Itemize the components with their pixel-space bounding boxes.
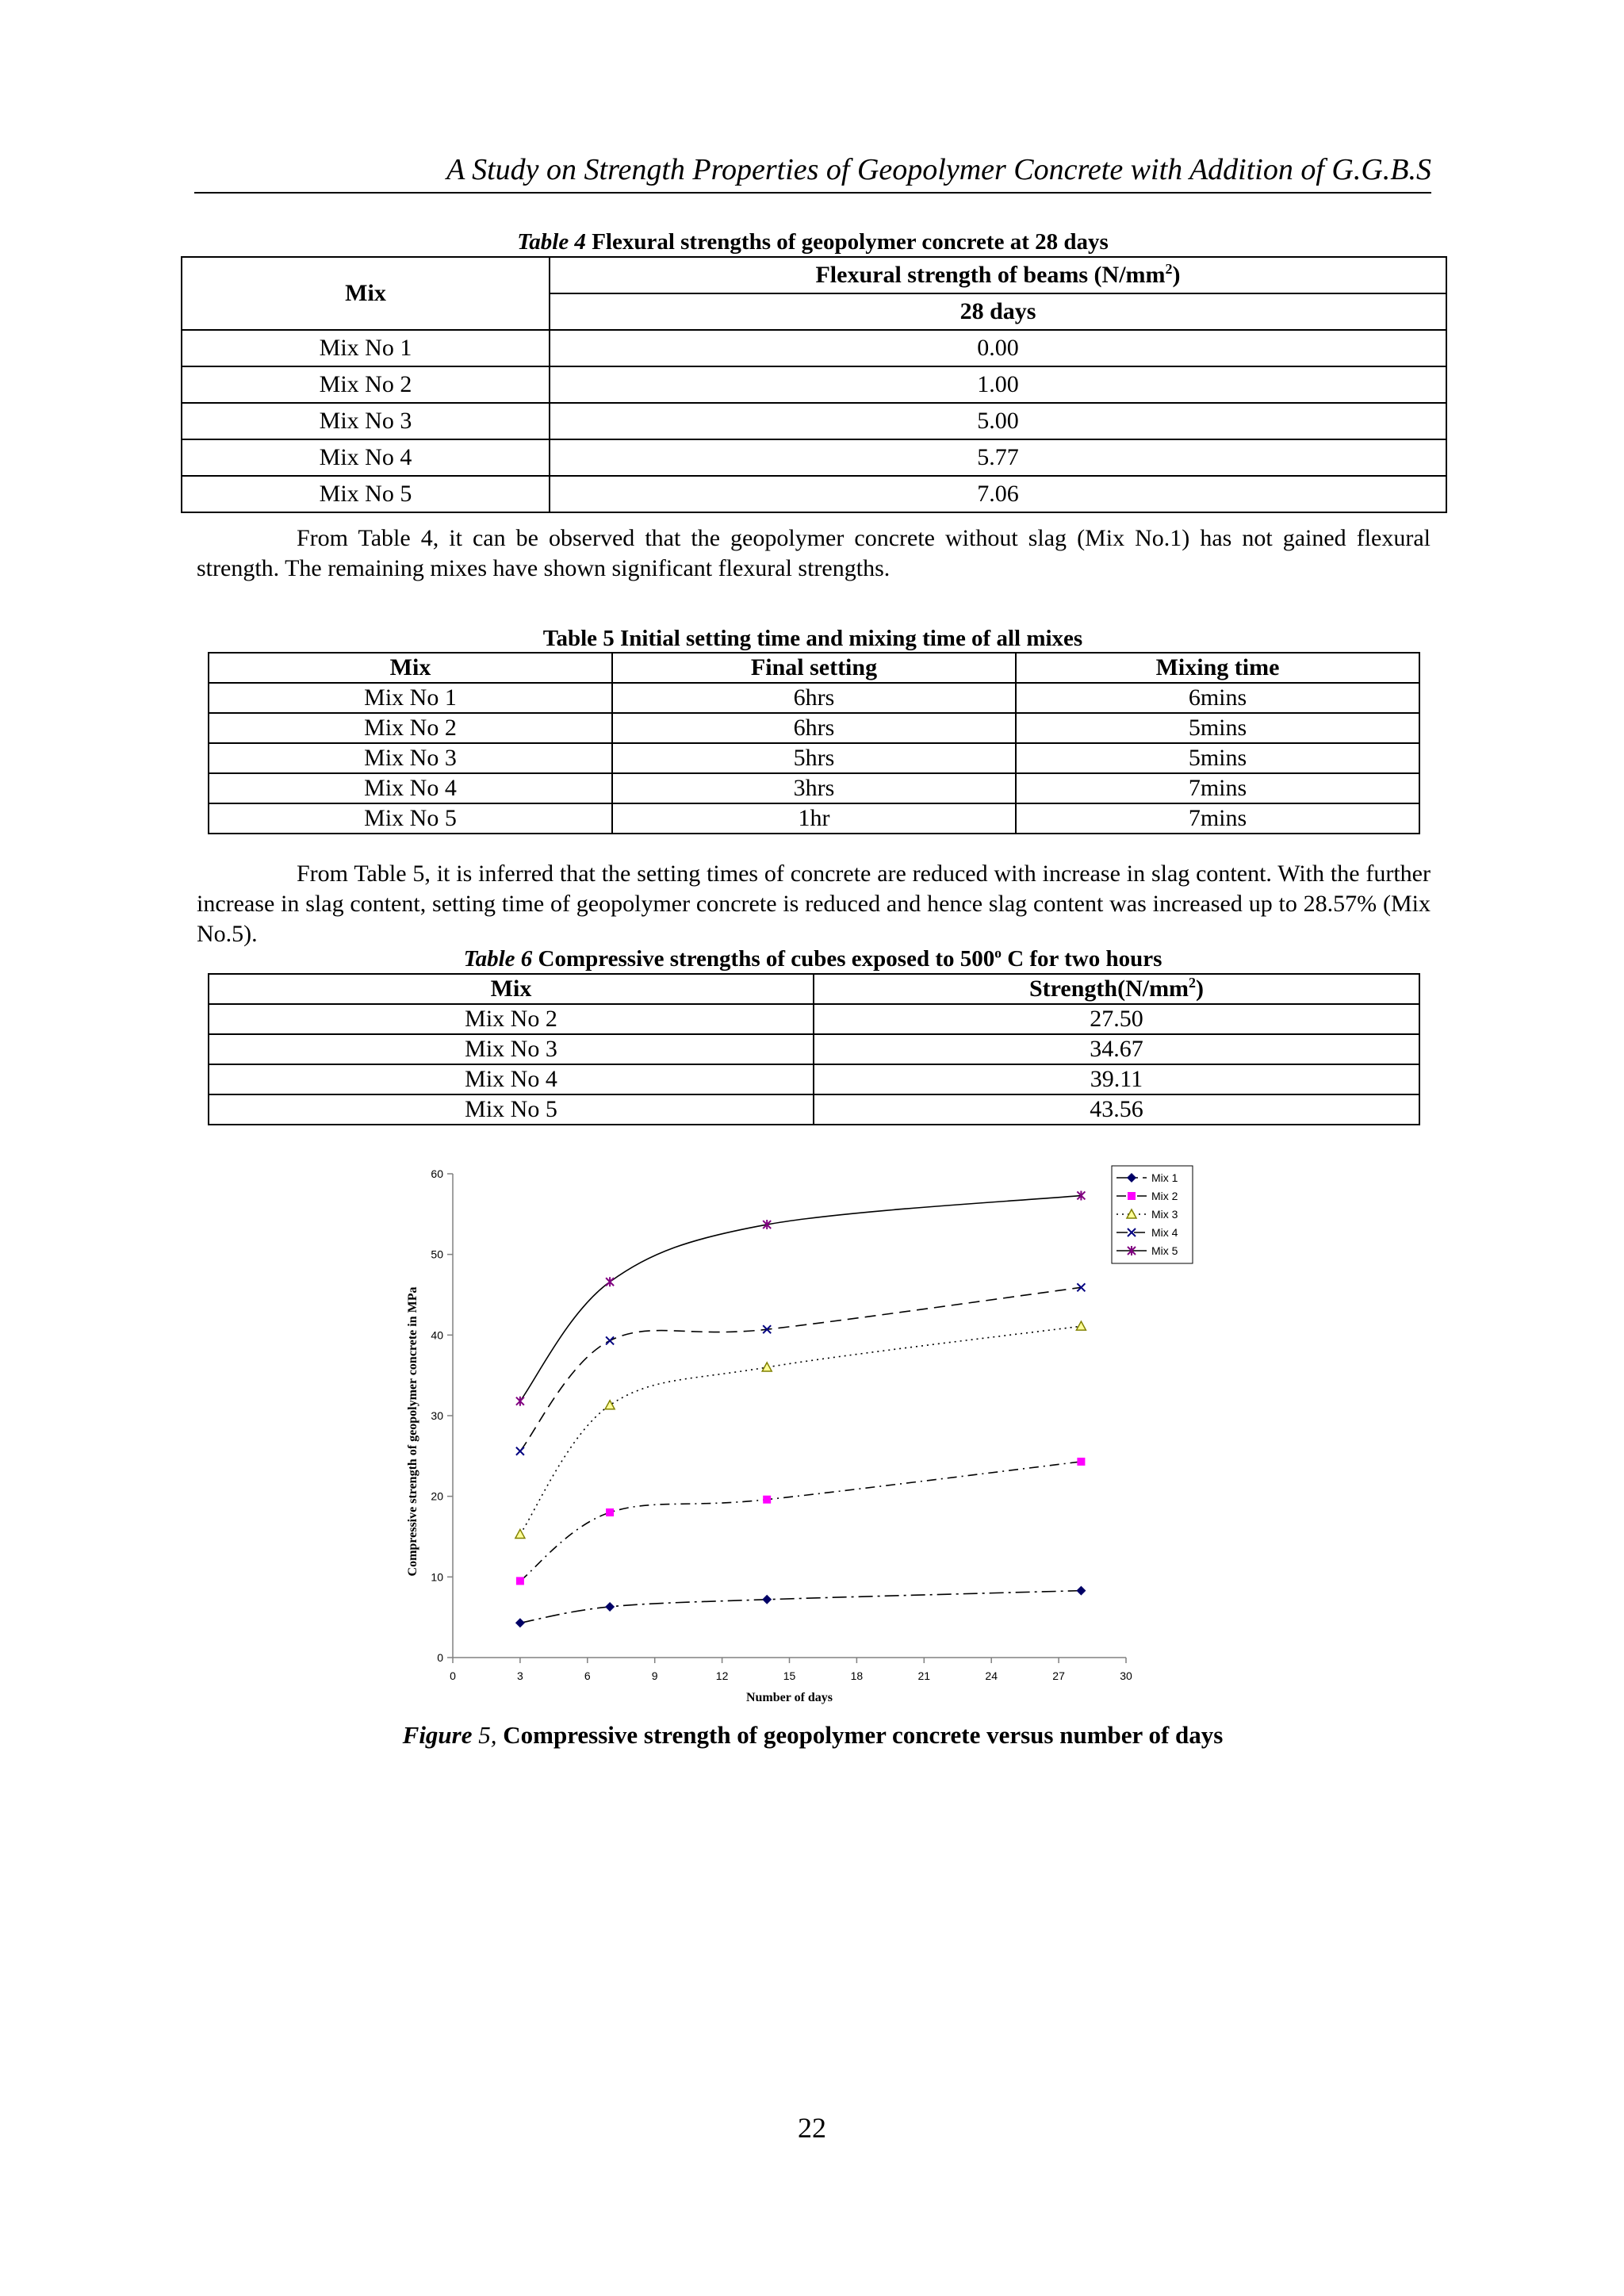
table5-header-final-setting: Final setting (612, 653, 1016, 683)
data-point-mix-2 (606, 1508, 614, 1516)
table4-header-group: Flexural strength of beams $(N/mm^2)$ (550, 257, 1446, 293)
table-row: Mix No 3 5hrs 5mins (209, 743, 1419, 773)
series-line-mix-3 (520, 1326, 1082, 1534)
table6-header-mix: Mix (209, 974, 814, 1004)
series-line-mix-4 (520, 1287, 1082, 1451)
series-line-mix-1 (520, 1591, 1082, 1623)
table-row: Mix No 4 39.11 (209, 1064, 1419, 1094)
data-point-mix-1 (762, 1595, 772, 1604)
paragraph-table5: From Table 5, it is inferred that the setting times of concrete are reduced with increase in slag content. With the further increase in slag content, setting time of geopolymer concrete is reduced and hence slag content was increased up to 28.57% (Mix No.5). (197, 861, 1431, 947)
data-point-mix-5 (516, 1397, 524, 1406)
legend-label-mix-2: Mix 2 (1151, 1190, 1178, 1202)
legend-label-mix-5: Mix 5 (1151, 1244, 1178, 1257)
data-point-mix-4 (606, 1336, 614, 1344)
x-tick-label: 12 (715, 1669, 729, 1682)
y-tick-label: 0 (437, 1651, 443, 1664)
series-line-mix-5 (520, 1195, 1082, 1401)
x-tick-label: 0 (450, 1669, 456, 1682)
legend-label-mix-4: Mix 4 (1151, 1226, 1178, 1239)
table-row: Mix No 2 1.00 (182, 366, 1446, 403)
x-tick-label: 15 (783, 1669, 796, 1682)
data-point-mix-2 (1077, 1458, 1085, 1466)
figure-caption: Figure 5, Compressive strength of geopolymer concrete versus number of days (402, 1721, 1224, 1749)
table-row: Mix No 5 43.56 (209, 1094, 1419, 1125)
table5-header-mixing-time: Mixing time (1016, 653, 1419, 683)
table6 (208, 973, 1420, 1125)
data-point-mix-3 (605, 1401, 615, 1409)
page-number: 22 (798, 2112, 826, 2144)
table5 (208, 652, 1420, 834)
table-row: Mix No 4 5.77 (182, 439, 1446, 476)
table-row: Mix No 1 0.00 (182, 330, 1446, 366)
compressive-strength-chart (400, 1154, 1193, 1709)
x-tick-label: 30 (1120, 1669, 1132, 1682)
running-header: A Study on Strength Properties of Geopolymer Concrete with Addition of G.G.B.S (446, 153, 1431, 186)
data-point-mix-5 (606, 1277, 614, 1286)
table4 (181, 256, 1447, 513)
table-row: Mix No 5 1hr 7mins (209, 803, 1419, 834)
table-row: Mix No 5 7.06 (182, 476, 1446, 512)
legend-marker-mix-2 (1128, 1192, 1136, 1200)
y-tick-label: 20 (431, 1489, 443, 1503)
table6-caption: Table 6 Compressive strengths of cubes exposed to 500$^o$ C for two hours (463, 945, 1162, 972)
header-rule (194, 192, 1431, 194)
table5-caption: Table 5 Initial setting time and mixing time of all mixes (542, 626, 1083, 651)
x-tick-label: 18 (850, 1669, 864, 1682)
legend-label-mix-3: Mix 3 (1151, 1208, 1178, 1221)
table5-header-mix: Mix (209, 653, 612, 683)
x-axis-label: Number of days (745, 1691, 833, 1704)
y-tick-label: 50 (431, 1248, 443, 1261)
table-row: Mix No 4 3hrs 7mins (209, 773, 1419, 803)
table4-caption (194, 228, 1431, 255)
data-point-mix-1 (1076, 1586, 1086, 1596)
table-row: Mix No 3 34.67 (209, 1034, 1419, 1064)
data-point-mix-3 (1076, 1321, 1086, 1330)
data-point-mix-3 (515, 1529, 525, 1538)
table-row: Mix No 1 6hrs 6mins (209, 683, 1419, 713)
table4-header-days: 28 days (550, 293, 1446, 330)
x-tick-label: 3 (517, 1669, 523, 1682)
data-point-mix-1 (605, 1602, 615, 1612)
table4-label: Table 4 (517, 229, 586, 255)
legend-label-mix-1: Mix 1 (1151, 1171, 1178, 1184)
paragraph-table4: From Table 4, it can be observed that the geopolymer concrete without slag (Mix No.1) has not gained flexural strength. The remaining mixes have shown significant flexural strengths. (197, 525, 1431, 581)
table6-header-strength: $Strength(N/mm^2)$ (814, 974, 1419, 1004)
data-point-mix-1 (515, 1618, 525, 1627)
table4-title: Flexural strengths of geopolymer concrete at 28 days (585, 229, 1109, 255)
x-tick-label: 24 (985, 1669, 998, 1682)
x-tick-label: 27 (1052, 1669, 1065, 1682)
y-axis-label: Compressive strength of geopolymer concrete in MPa (406, 1286, 419, 1577)
y-tick-label: 30 (431, 1409, 443, 1422)
table4-header-mix: Mix (182, 257, 550, 330)
y-tick-label: 10 (431, 1570, 443, 1584)
data-point-mix-3 (762, 1363, 772, 1371)
table-row: Mix No 2 27.50 (209, 1004, 1419, 1034)
data-point-mix-2 (516, 1577, 524, 1585)
series-line-mix-2 (520, 1462, 1082, 1581)
table-row: Mix No 2 6hrs 5mins (209, 713, 1419, 743)
x-tick-label: 9 (651, 1669, 658, 1682)
data-point-mix-2 (763, 1496, 771, 1504)
x-tick-label: 21 (917, 1669, 931, 1682)
data-point-mix-4 (516, 1447, 524, 1455)
y-tick-label: 40 (431, 1328, 443, 1342)
table-row: Mix No 3 5.00 (182, 403, 1446, 439)
y-tick-label: 60 (431, 1167, 443, 1180)
x-tick-label: 6 (584, 1669, 591, 1682)
